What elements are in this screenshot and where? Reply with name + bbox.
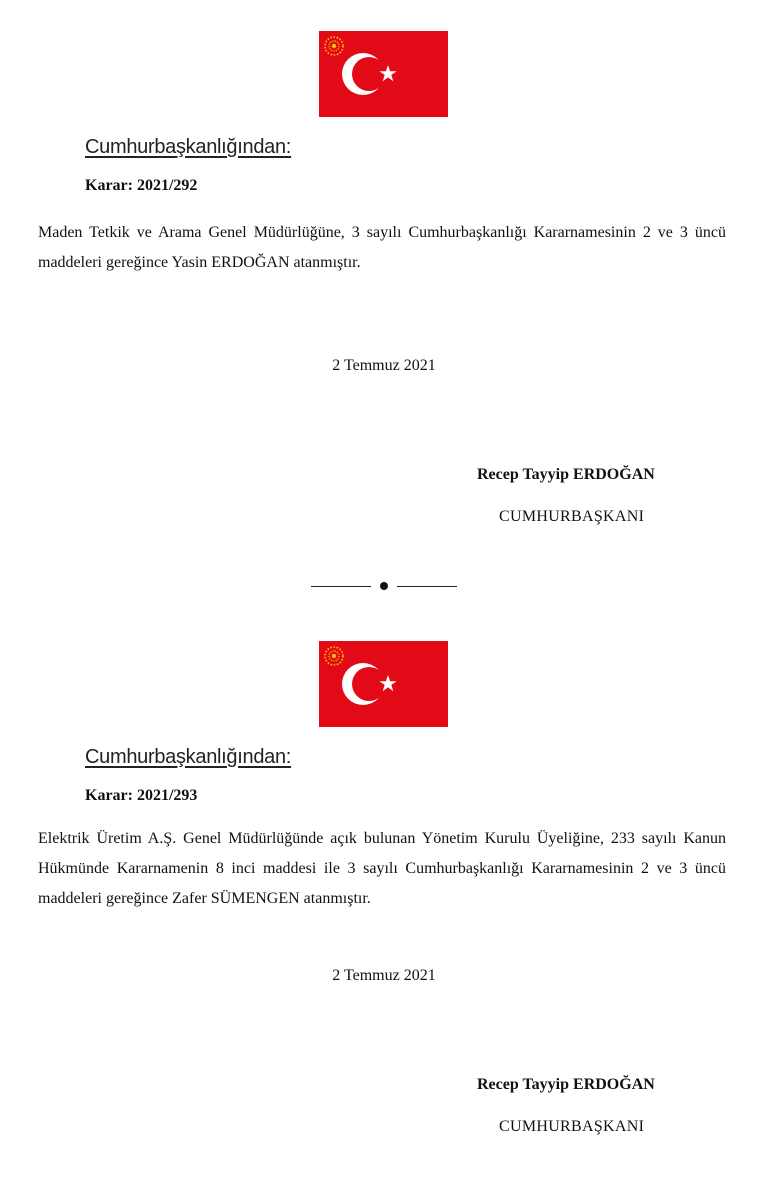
separator-dot-icon xyxy=(380,582,388,590)
signer-name: Recep Tayyip ERDOĞAN xyxy=(477,1076,655,1093)
decree-date: 2 Temmuz 2021 xyxy=(332,967,436,984)
decree-number: Karar: 2021/292 xyxy=(85,177,198,194)
decree-heading: Cumhurbaşkanlığından: xyxy=(85,136,292,158)
decree-body: Maden Tetkik ve Arama Genel Müdürlüğüne, 3 sayılı Cumhurbaşkanlığı Kararnamesinin 2 ve 3 üncü maddeleri gereğince Yasin ERDOĞAN atanmıştır. xyxy=(38,224,726,271)
presidential-flag-icon xyxy=(319,31,448,117)
signer-name: Recep Tayyip ERDOĞAN xyxy=(477,466,655,483)
signer-title: CUMHURBAŞKANI xyxy=(499,1118,645,1135)
separator-line-right xyxy=(397,586,457,587)
signer-title: CUMHURBAŞKANI xyxy=(499,508,645,525)
decree-number: Karar: 2021/293 xyxy=(85,787,198,804)
presidential-flag-icon xyxy=(319,641,448,727)
decree-body: Elektrik Üretim A.Ş. Genel Müdürlüğünde açık bulunan Yönetim Kurulu Üyeliğine, 233 sayılı Kanun Hükmünde Kararnamenin 8 inci maddesi ile 3 sayılı Cumhurbaşkanlığı Kararnamesinin 2 ve 3 üncü maddeleri gereğince Zafer SÜMENGEN atanmıştır. xyxy=(38,830,726,907)
decree-date: 2 Temmuz 2021 xyxy=(332,357,436,374)
decree-heading: Cumhurbaşkanlığından: xyxy=(85,746,292,768)
separator-line-left xyxy=(311,586,371,587)
